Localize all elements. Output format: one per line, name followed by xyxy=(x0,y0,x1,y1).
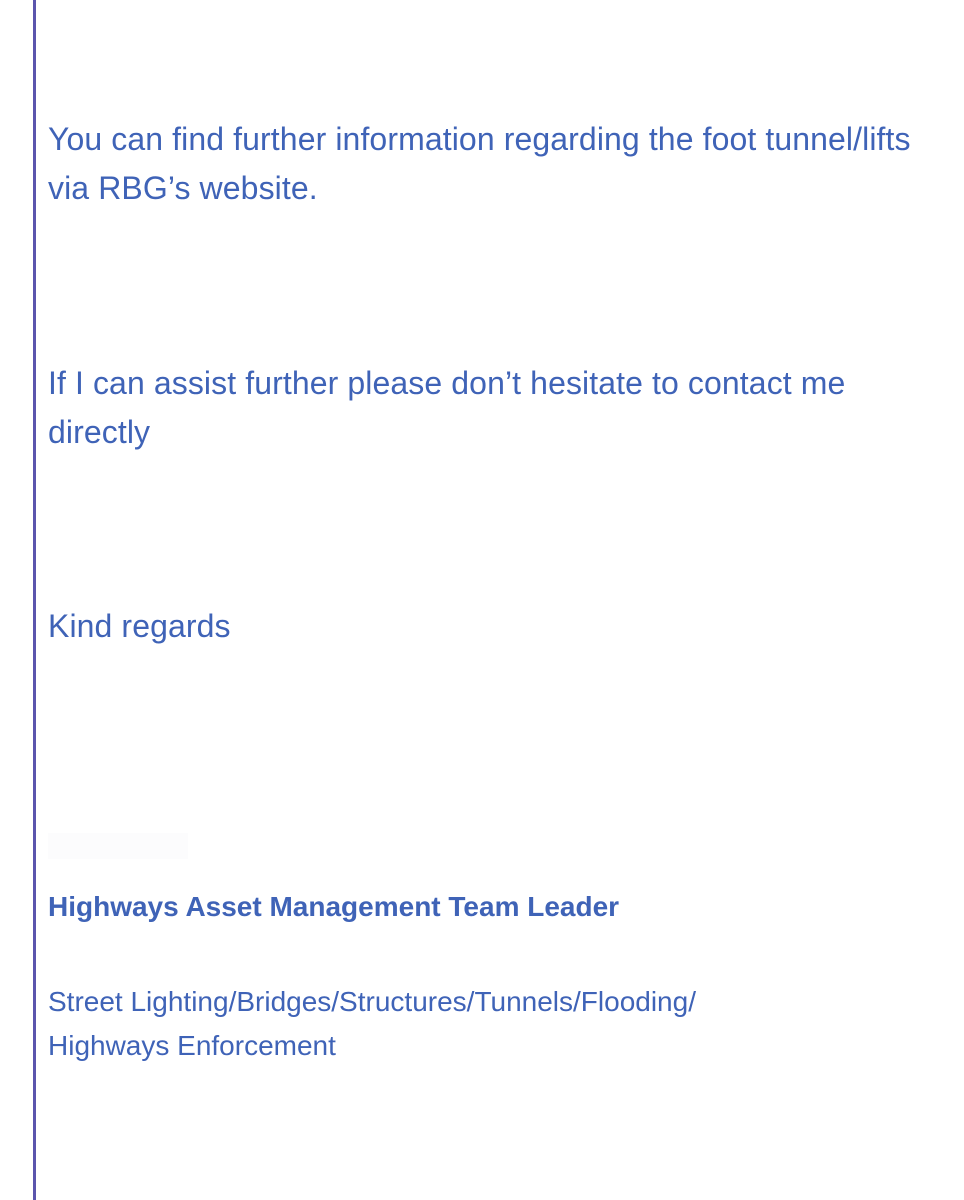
signature-job-title: Highways Asset Management Team Leader xyxy=(48,891,620,922)
redacted-name xyxy=(48,833,188,859)
department-line-2: Highways Enforcement xyxy=(48,1030,336,1061)
further-info-paragraph: You can find further information regarding the foot tunnel/lifts via RBG’s website. xyxy=(48,121,911,206)
assist-paragraph: If I can assist further please don’t hesitate to contact me directly xyxy=(48,365,846,450)
signature-department xyxy=(48,980,928,1068)
quote-bar xyxy=(33,0,36,1200)
department-line-1: Street Lighting/Bridges/Structures/Tunnels/Flooding/ xyxy=(48,986,696,1017)
sign-off: Kind regards xyxy=(48,608,231,644)
